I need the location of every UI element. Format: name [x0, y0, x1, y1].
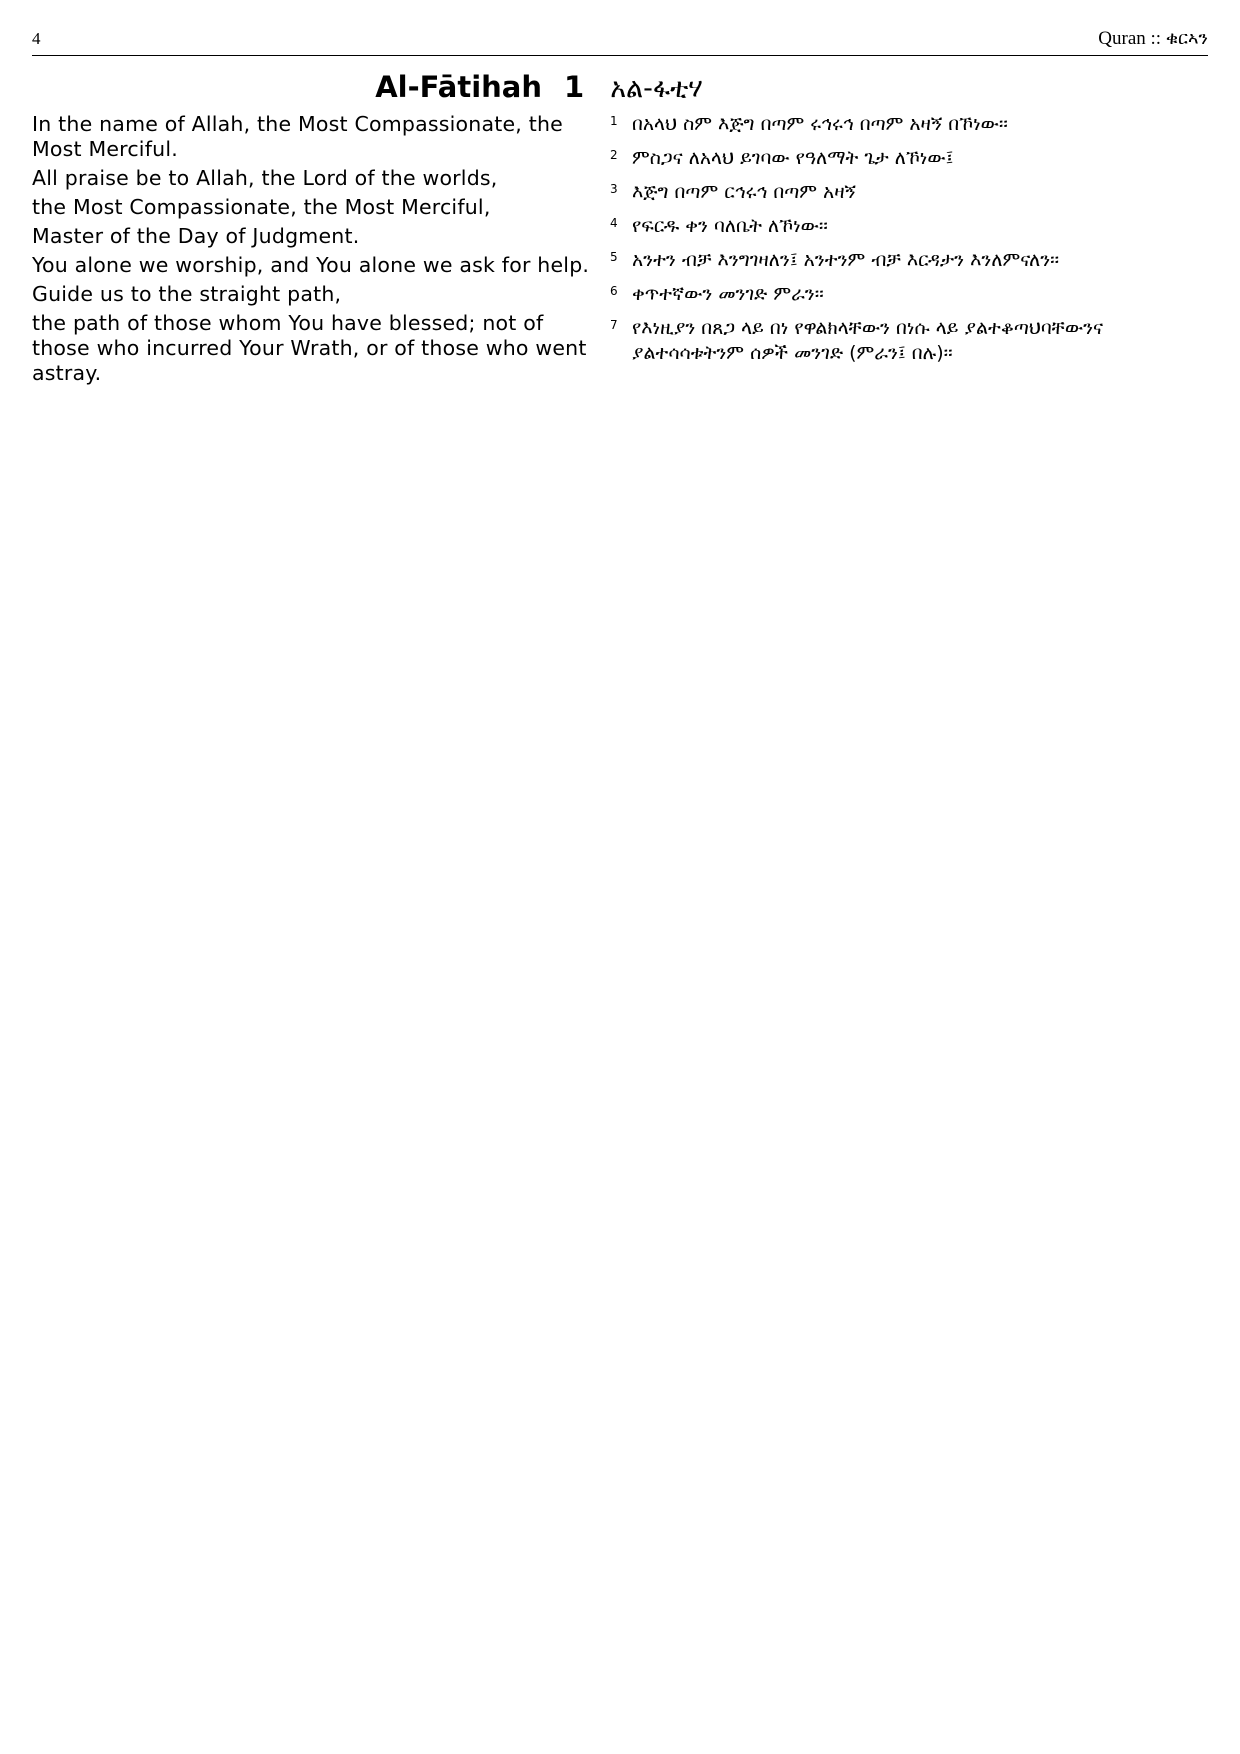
english-verse-line: Guide us to the straight path, [32, 282, 342, 306]
surah-title-row [32, 70, 1208, 106]
verse-text: ምስጋና ለአላህ ይገባው የዓለማት ጌታ ለኾነው፤ [632, 147, 954, 169]
amharic-verse [610, 112, 1208, 137]
amharic-verse [610, 248, 1208, 273]
verse-text: አንተን ብቻ እንግገዛለን፤ አንተንም ብቻ እርዳታን እንለምናለን፡፡ [632, 249, 1060, 271]
verse-text: በአላህ ስም እጅግ በጣም ሩኅሩኅ በጣም አዛኝ በኾነው፡፡ [632, 113, 1008, 135]
verse-number: 6 [610, 284, 618, 298]
verse-text: የፍርዱ ቀን ባለቤት ለኾነው፡፡ [632, 215, 828, 237]
running-title [1098, 28, 1208, 50]
verse-text: የእነዚያን በጸጋ ላይ በነ የዋልክላቸውን በነሱ ላይ ያልተቆጣህባቸውንና ያልተሳሳቱትንም ሰዎች መንገድ (ምራን፤ በሉ)፡፡ [632, 317, 1104, 364]
verse-number: 1 [610, 114, 618, 128]
surah-title-amharic: አል-ፋቲሃ [610, 73, 703, 104]
verse-number: 3 [610, 182, 618, 196]
amharic-verse [610, 146, 1208, 171]
english-translation-column [32, 112, 610, 390]
amharic-translation-column [610, 112, 1208, 390]
running-title-amharic: ቁርኣን [1165, 28, 1208, 49]
english-verse-line: You alone we worship, and You alone we ask for help. [32, 253, 590, 277]
amharic-verse [610, 180, 1208, 205]
english-verse-line: In the name of Allah, the Most Compassionate, the Most Merciful. [32, 112, 563, 161]
verse-text: ቀጥተኛውን መንገድ ምራን፡፡ [632, 283, 824, 305]
english-verse-line: All praise be to Allah, the Lord of the worlds, [32, 166, 498, 190]
two-column-body [32, 112, 1208, 390]
running-title-text: Quran :: [1098, 28, 1166, 49]
english-verse-line: the Most Compassionate, the Most Merciful, [32, 195, 491, 219]
verse-text: እጅግ በጣም ርኅሩኅ በጣም አዛኝ [632, 181, 856, 203]
english-verse-line: the path of those whom You have blessed; not of those who incurred Your Wrath, or of those who went astray. [32, 311, 587, 385]
verse-number: 5 [610, 250, 618, 264]
page-header [32, 28, 1208, 56]
amharic-verse [610, 214, 1208, 239]
amharic-verse [610, 316, 1208, 366]
surah-title-english: Al-Fātihah [375, 70, 542, 104]
verse-number: 4 [610, 216, 618, 230]
amharic-verse [610, 282, 1208, 307]
verse-number: 2 [610, 148, 618, 162]
surah-number: 1 [564, 70, 585, 104]
verse-number: 7 [610, 318, 618, 332]
page-number: 4 [32, 29, 41, 48]
english-verse-line: Master of the Day of Judgment. [32, 224, 360, 248]
